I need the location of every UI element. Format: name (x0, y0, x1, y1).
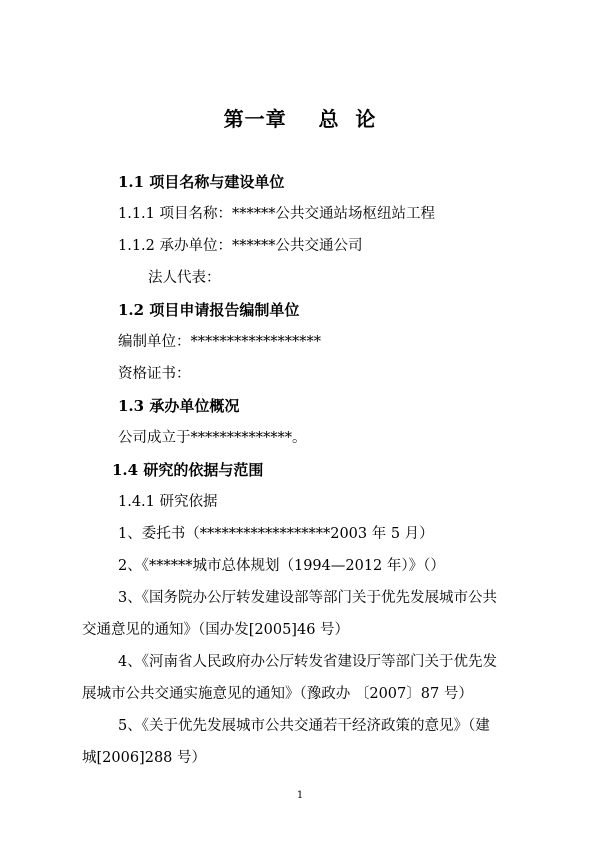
qualification-line: 资格证书： (118, 366, 191, 382)
legal-representative-line: 法人代表： (148, 270, 221, 286)
section-heading-1-1: 1.1 项目名称与建设单位 (118, 173, 285, 191)
project-name-line: 1.1.1 项目名称：******公共交通站场枢纽站工程 (118, 206, 436, 222)
chapter-title: 第一章 总 论 (223, 107, 377, 131)
basis-item-4-line-2: 展城市公共交通实施意见的通知》（豫政办 〔2007〕87 号） (82, 686, 473, 702)
basis-item-1: 1、委托书（******************2003 年 5 月） (118, 526, 434, 542)
company-established-line: 公司成立于**************。 (118, 430, 307, 446)
basis-item-4-line-1: 4、《河南省人民政府办公厅转发省建设厅等部门关于优先发 (118, 654, 497, 670)
subsection-heading-1-4-1: 1.4.1 研究依据 (118, 494, 218, 510)
basis-item-5-line-1: 5、《关于优先发展城市公共交通若干经济政策的意见》（建 (118, 718, 490, 734)
undertaking-unit-line: 1.1.2 承办单位：******公共交通公司 (118, 238, 363, 254)
section-heading-1-4: 1.4 研究的依据与范围 (112, 461, 264, 479)
basis-item-5-line-2: 城[2006]288 号） (82, 750, 207, 766)
compiling-unit-line: 编制单位：****************** (118, 334, 321, 350)
basis-item-3-line-1: 3、《国务院办公厅转发建设部等部门关于优先发展城市公共 (118, 590, 497, 606)
page-number: 1 (296, 790, 304, 801)
section-heading-1-3: 1.3 承办单位概况 (118, 397, 240, 415)
basis-item-3-line-2: 交通意见的通知》（国办发[2005]46 号） (82, 622, 350, 638)
basis-item-2: 2、《******城市总体规划（1994—2012 年）》（） (118, 558, 445, 574)
section-heading-1-2: 1.2 项目申请报告编制单位 (118, 301, 300, 319)
